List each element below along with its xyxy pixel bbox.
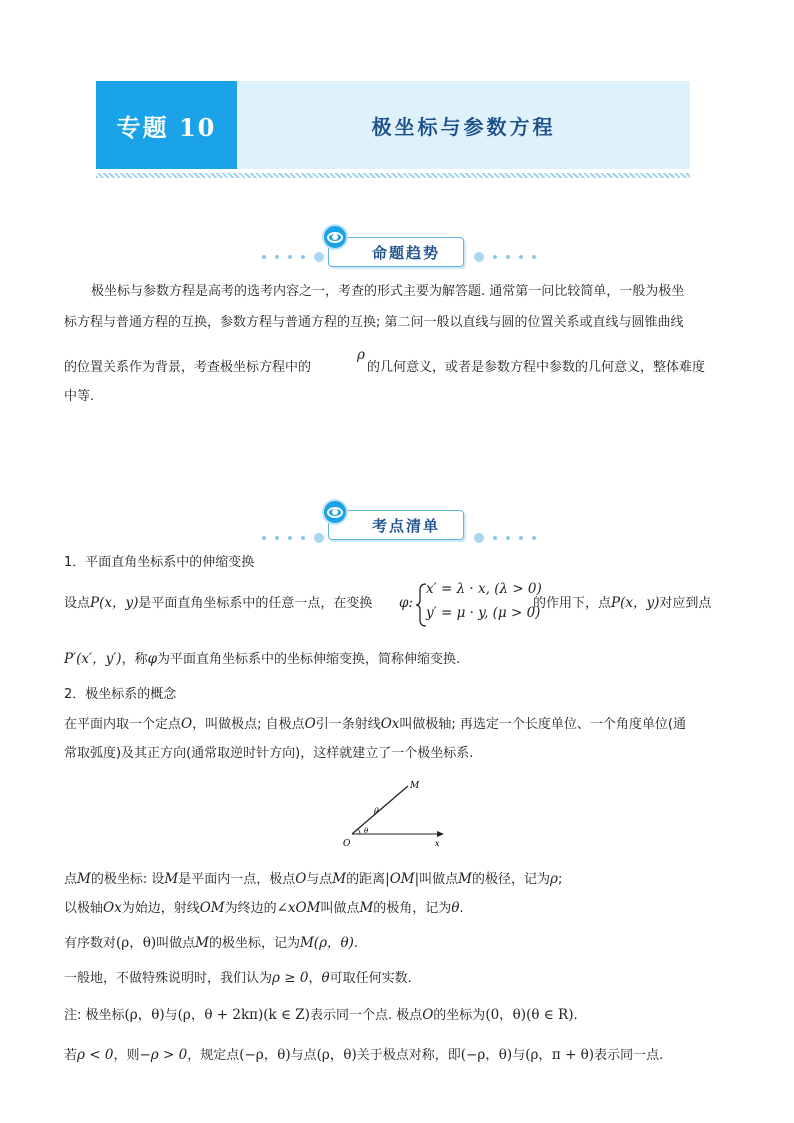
- text: 与点: [306, 872, 333, 887]
- text: ，规定点: [187, 1048, 240, 1063]
- coord-b: (ρ，θ): [316, 1047, 357, 1063]
- text: 引一条射线: [315, 717, 381, 732]
- section-2-heading: 2．极坐标系的概念: [64, 687, 177, 702]
- label-rho: ρ: [374, 805, 379, 814]
- text: 与点: [290, 1048, 317, 1063]
- trend-badge-label: 命题趋势: [371, 243, 440, 262]
- trend-line-4: 的几何意义，或者是参数方程中参数的几何意义，整体难度: [367, 360, 706, 375]
- text: 设点: [64, 596, 91, 611]
- text: 关于极点对称，即: [356, 1048, 461, 1063]
- text: 叫做极轴; 再选定一个长度单位、一个角度单位(通: [399, 717, 686, 732]
- label-x: x: [435, 839, 440, 848]
- polar-coord-note: [64, 1004, 578, 1027]
- symbol-theta: θ: [321, 970, 330, 986]
- text: 点: [64, 872, 78, 887]
- badge-dots-left: [262, 252, 324, 262]
- text: 的极角，记为: [373, 901, 452, 916]
- header-divider: [96, 173, 690, 178]
- polar-coord-definition-1: [64, 868, 562, 891]
- coord-d: (ρ，π + θ): [525, 1047, 595, 1063]
- text: 为平面直角坐标系中的坐标伸缩变换，简称伸缩变换.: [157, 652, 461, 667]
- polar-coord-definition-2: [64, 897, 464, 920]
- checklist-badge: [328, 510, 464, 540]
- badge-dots-right: [474, 252, 536, 262]
- eye-icon: [322, 499, 348, 525]
- symbol-OM: |OM|: [385, 871, 420, 887]
- section-1-line-1: [64, 592, 372, 615]
- label-O: O: [343, 839, 351, 849]
- text: 的极坐标: 设: [90, 872, 165, 887]
- text: 的极径，记为: [471, 872, 550, 887]
- badge-dots-right-2: [474, 533, 536, 543]
- text: 表示同一点.: [594, 1048, 664, 1063]
- text: ;: [557, 872, 563, 887]
- text: 以极轴: [64, 901, 104, 916]
- text: ，: [308, 971, 322, 986]
- section-2-line-1: [64, 713, 686, 736]
- text: 一般地，不做特殊说明时，我们认为: [64, 971, 273, 986]
- text: 与: [512, 1048, 526, 1063]
- symbol-M: M: [332, 871, 347, 887]
- text: 的作用下，点: [533, 596, 612, 611]
- text: 是平面内一点，极点: [178, 872, 296, 887]
- label-theta: θ: [364, 827, 369, 835]
- symbol-Ox: Ox: [380, 716, 400, 732]
- text: .: [353, 936, 359, 951]
- symbol-M: M: [195, 935, 209, 951]
- text: .: [459, 901, 464, 916]
- text: 的坐标为: [433, 1008, 486, 1023]
- polar-coord-definition-3: [64, 932, 358, 955]
- point-P-prime: P′(x′，y′): [64, 651, 122, 667]
- text: 与: [164, 1008, 178, 1023]
- symbol-rho: ρ: [550, 871, 558, 887]
- section-1-line-2: [64, 648, 460, 671]
- text: 叫做点: [156, 936, 196, 951]
- text: 若: [64, 1048, 78, 1063]
- text: ，则: [113, 1048, 140, 1063]
- symbol-Ox: Ox: [103, 900, 122, 916]
- trend-line-1: 极坐标与参数方程是高考的选考内容之一，考查的形式主要为解答题. 通常第一问比较简单，一般为极坐: [91, 284, 685, 299]
- pair-rho-theta: (ρ，θ): [116, 935, 157, 951]
- text: 的极坐标，记为: [208, 936, 300, 951]
- symbol-O: O: [295, 871, 307, 887]
- phi-symbol: φ: [147, 651, 158, 667]
- polar-figure: [340, 778, 460, 850]
- text: 注: 极坐标: [64, 1008, 125, 1023]
- axis-arrow-icon: [437, 831, 444, 837]
- symbol-theta: θ: [451, 900, 460, 916]
- section-1-heading: 1．平面直角坐标系中的伸缩变换: [64, 555, 255, 570]
- polar-coord-convention: [64, 967, 412, 990]
- polar-negative-rho: [64, 1044, 663, 1067]
- coord-3: (0，θ)(θ ∈ R): [485, 1007, 574, 1023]
- badge-dots-left-2: [262, 533, 324, 543]
- text: ，叫做极点; 自极点: [192, 717, 305, 732]
- equation-1: x′ = λ · x, (λ > 0): [426, 581, 542, 597]
- text: 叫做点: [419, 872, 459, 887]
- symbol-M: M: [458, 871, 472, 887]
- text: 的距离: [346, 872, 386, 887]
- equation-2: y′ = μ · y, (μ > 0): [426, 605, 541, 621]
- page-title: 极坐标与参数方程: [371, 114, 556, 139]
- text: 是平面直角坐标系中的任意一点，在变换: [138, 596, 373, 611]
- trend-line-2: 标方程与普通方程的互换，参数方程与普通方程的互换; 第二问一般以直线与圆的位置关系或直线与圆锥曲线: [64, 315, 684, 330]
- symbol-M: M: [77, 871, 91, 887]
- ineq-2: −ρ > 0: [139, 1047, 188, 1063]
- text: 叫做点: [320, 901, 360, 916]
- symbol-O: O: [422, 1007, 434, 1023]
- point-P: P(x，y): [611, 595, 660, 611]
- trend-badge: [328, 237, 464, 267]
- phi-symbol: φ:: [399, 595, 414, 611]
- text: 为始边，射线: [121, 901, 200, 916]
- symbol-O: O: [181, 716, 193, 732]
- rho-nonneg: ρ ≥ 0: [272, 970, 309, 986]
- text: ，称: [121, 652, 148, 667]
- ineq-1: ρ < 0: [77, 1047, 114, 1063]
- symbol-M: M: [164, 871, 179, 887]
- text: 对应到点: [659, 596, 712, 611]
- text: 表示同一个点. 极点: [309, 1008, 423, 1023]
- coord-c: (−ρ，θ): [460, 1047, 513, 1063]
- text: 为终边的: [224, 901, 277, 916]
- topic-label: 专题 10: [116, 112, 217, 142]
- section-1-line-1b: [533, 592, 711, 615]
- trend-line-3: 的位置关系作为背景，考查极坐标方程中的: [64, 360, 312, 375]
- symbol-OM: OM: [199, 900, 225, 916]
- point-P: P(x，y): [90, 595, 139, 611]
- text: 在平面内取一个定点: [64, 717, 182, 732]
- eye-icon: [322, 224, 348, 250]
- symbol-M: M: [359, 900, 374, 916]
- section-2-line-2: 常取弧度)及其正方向(通常取逆时针方向)，这样就建立了一个极坐标系.: [64, 746, 474, 761]
- symbol-O: O: [304, 716, 316, 732]
- angle-arc: [358, 829, 360, 834]
- ray-OM: [352, 786, 408, 834]
- checklist-badge-label: 考点清单: [371, 516, 440, 535]
- label-M: M: [410, 781, 420, 791]
- coord-2: (ρ，θ + 2kπ)(k ∈ Z): [177, 1007, 310, 1023]
- rho-symbol: ρ: [357, 347, 365, 363]
- text: 有序数对: [64, 936, 117, 951]
- symbol-M-rho-theta: M(ρ，θ): [299, 935, 354, 951]
- trend-line-5: 中等.: [64, 389, 95, 404]
- symbol-angle: ∠xOM: [276, 900, 321, 916]
- text: .: [573, 1008, 578, 1023]
- coord-1: (ρ，θ): [124, 1007, 165, 1023]
- coord-a: (−ρ，θ): [239, 1047, 291, 1063]
- text: 可取任何实数.: [329, 971, 412, 986]
